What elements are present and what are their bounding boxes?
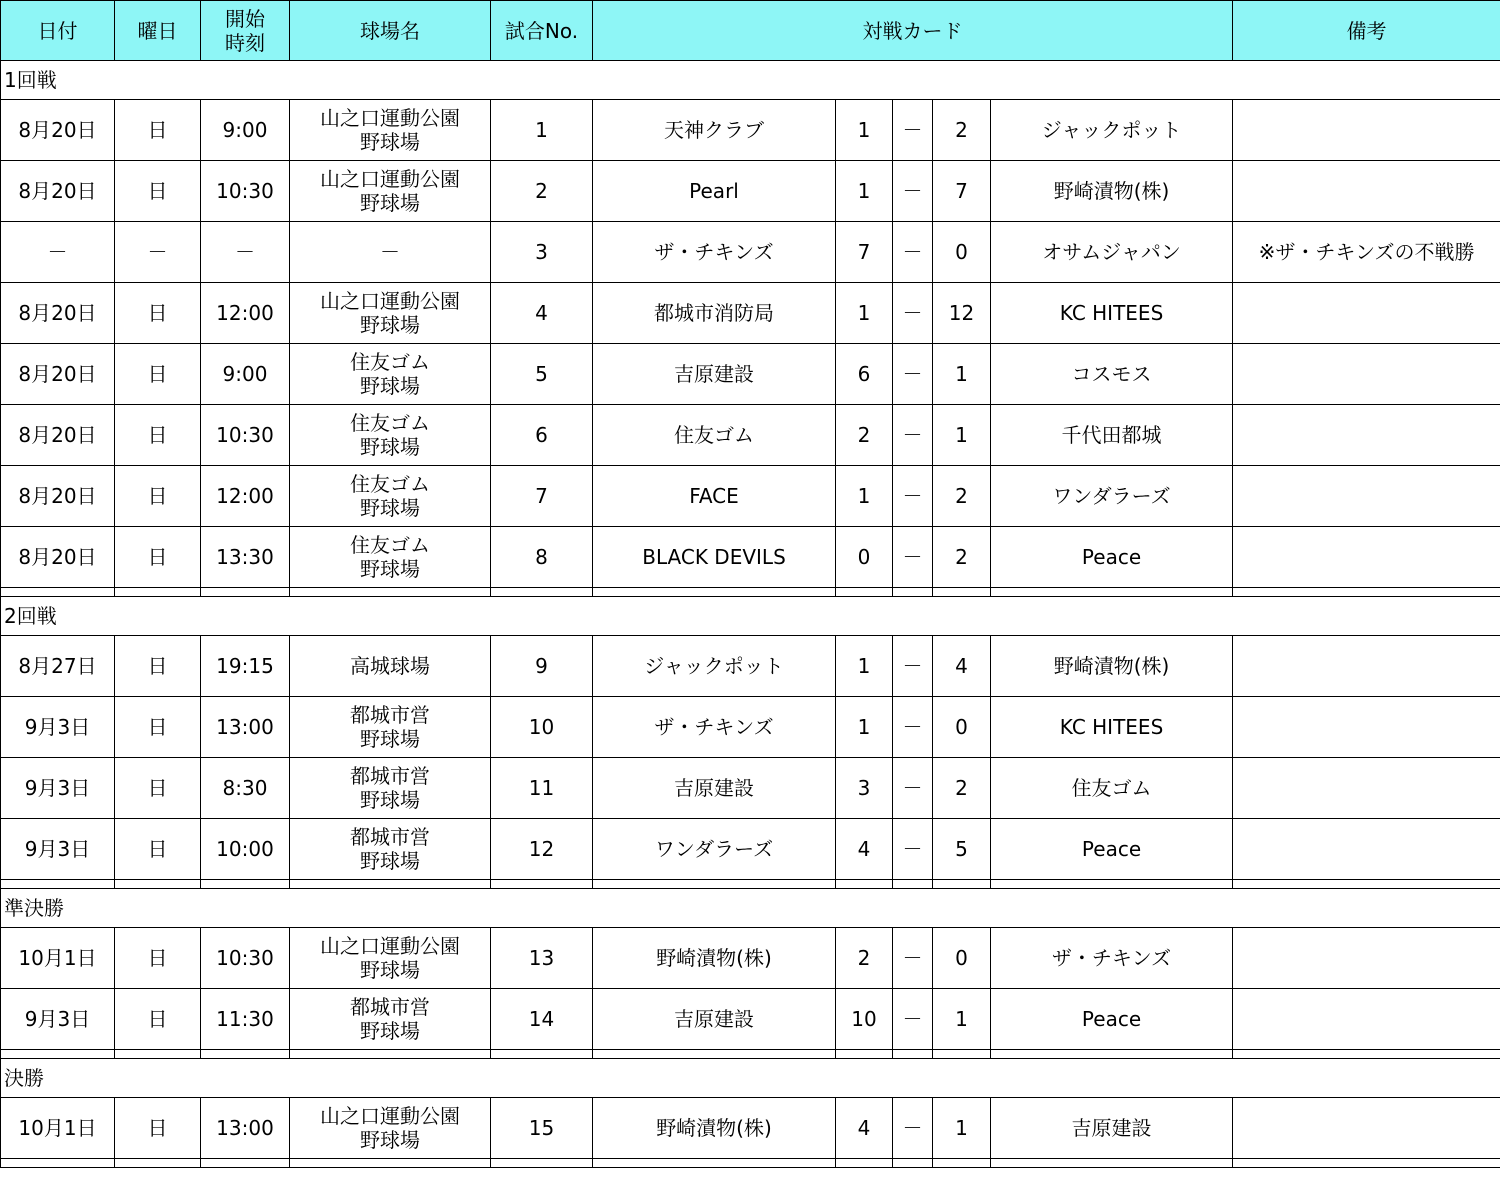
- match-date: 10月1日: [1, 928, 115, 989]
- match-game-no: 6: [491, 405, 593, 466]
- match-score2: 0: [933, 928, 991, 989]
- venue-line1: 住友ゴム: [350, 350, 430, 374]
- match-date: 8月20日: [1, 344, 115, 405]
- match-dash: －: [893, 819, 933, 880]
- match-row: [1, 283, 1500, 344]
- match-score1: 4: [836, 819, 893, 880]
- match-note: [1233, 405, 1500, 466]
- header-venue: 球場名: [290, 1, 491, 61]
- venue-line2: 野球場: [360, 374, 420, 398]
- match-score1: 4: [836, 1098, 893, 1159]
- venue-line2: 野球場: [360, 788, 420, 812]
- match-day: 日: [115, 928, 201, 989]
- match-team1: 都城市消防局: [593, 283, 836, 344]
- match-team2: KC HITEES: [991, 697, 1233, 758]
- match-dash: －: [893, 283, 933, 344]
- match-game-no: 15: [491, 1098, 593, 1159]
- match-team2: 野崎漬物(株): [991, 161, 1233, 222]
- spacer-cell: [491, 588, 593, 597]
- match-score1: 0: [836, 527, 893, 588]
- match-team1: FACE: [593, 466, 836, 527]
- match-note: [1233, 819, 1500, 880]
- match-game-no: 13: [491, 928, 593, 989]
- venue-line2: 野球場: [360, 130, 420, 154]
- spacer-cell: [1233, 880, 1500, 889]
- match-score1: 1: [836, 636, 893, 697]
- section-row: [1, 1059, 1500, 1098]
- match-venue: [290, 344, 491, 405]
- match-venue: [290, 989, 491, 1050]
- match-team1: 吉原建設: [593, 989, 836, 1050]
- match-row: [1, 100, 1500, 161]
- match-score2: 1: [933, 344, 991, 405]
- match-day: 日: [115, 758, 201, 819]
- match-time: 11:30: [201, 989, 290, 1050]
- venue-line1: 山之口運動公園: [320, 1104, 460, 1128]
- match-score2: 2: [933, 758, 991, 819]
- match-venue: [290, 527, 491, 588]
- match-team2: ザ・チキンズ: [991, 928, 1233, 989]
- match-venue: [290, 758, 491, 819]
- match-day: 日: [115, 527, 201, 588]
- spacer-cell: [491, 1050, 593, 1059]
- match-time: 13:30: [201, 527, 290, 588]
- match-time: 8:30: [201, 758, 290, 819]
- match-score1: 1: [836, 283, 893, 344]
- venue-line1: 高城球場: [350, 654, 430, 678]
- match-team1: 野崎漬物(株): [593, 928, 836, 989]
- match-note: [1233, 161, 1500, 222]
- match-team1: 吉原建設: [593, 344, 836, 405]
- match-dash: －: [893, 405, 933, 466]
- match-note: [1233, 283, 1500, 344]
- match-team1: Pearl: [593, 161, 836, 222]
- match-note: [1233, 100, 1500, 161]
- match-date: 9月3日: [1, 758, 115, 819]
- match-score2: 12: [933, 283, 991, 344]
- match-row: [1, 161, 1500, 222]
- match-game-no: 14: [491, 989, 593, 1050]
- match-dash: －: [893, 344, 933, 405]
- match-score2: 0: [933, 222, 991, 283]
- section-title: 1回戦: [1, 61, 1500, 100]
- match-score2: 2: [933, 466, 991, 527]
- spacer-cell: [115, 880, 201, 889]
- venue-line2: 野球場: [360, 958, 420, 982]
- spacer-cell: [933, 1050, 991, 1059]
- match-date: 9月3日: [1, 989, 115, 1050]
- match-dash: －: [893, 100, 933, 161]
- match-time: 9:00: [201, 100, 290, 161]
- match-venue: [290, 405, 491, 466]
- match-day: 日: [115, 1098, 201, 1159]
- match-note: [1233, 989, 1500, 1050]
- match-game-no: 2: [491, 161, 593, 222]
- match-day: 日: [115, 989, 201, 1050]
- header-start-line1: 開始: [225, 6, 265, 31]
- match-team2: 吉原建設: [991, 1098, 1233, 1159]
- match-time: 13:00: [201, 697, 290, 758]
- section-row: [1, 61, 1500, 100]
- match-time: －: [201, 222, 290, 283]
- match-note: [1233, 758, 1500, 819]
- match-team2: 野崎漬物(株): [991, 636, 1233, 697]
- match-team2: Peace: [991, 527, 1233, 588]
- match-team1: 野崎漬物(株): [593, 1098, 836, 1159]
- venue-line1: 都城市営: [350, 764, 430, 788]
- match-date: 8月20日: [1, 527, 115, 588]
- venue-line1: 山之口運動公園: [320, 934, 460, 958]
- match-time: 10:30: [201, 161, 290, 222]
- match-venue: [290, 636, 491, 697]
- match-score2: 1: [933, 1098, 991, 1159]
- match-time: 10:30: [201, 928, 290, 989]
- match-day: 日: [115, 697, 201, 758]
- match-venue: [290, 222, 491, 283]
- match-note: [1233, 928, 1500, 989]
- match-note: [1233, 344, 1500, 405]
- spacer-row: [1, 1159, 1500, 1168]
- match-venue: [290, 819, 491, 880]
- match-row: [1, 928, 1500, 989]
- match-row: [1, 819, 1500, 880]
- match-row: [1, 1098, 1500, 1159]
- spacer-cell: [933, 880, 991, 889]
- match-date: 8月27日: [1, 636, 115, 697]
- match-date: 9月3日: [1, 819, 115, 880]
- spacer-cell: [991, 1159, 1233, 1168]
- match-dash: －: [893, 636, 933, 697]
- match-team1: ワンダラーズ: [593, 819, 836, 880]
- match-score1: 2: [836, 928, 893, 989]
- match-team1: 吉原建設: [593, 758, 836, 819]
- match-row: [1, 758, 1500, 819]
- match-team2: 千代田都城: [991, 405, 1233, 466]
- venue-line2: 野球場: [360, 1128, 420, 1152]
- match-game-no: 5: [491, 344, 593, 405]
- match-row: [1, 405, 1500, 466]
- venue-line1: 山之口運動公園: [320, 106, 460, 130]
- spacer-cell: [893, 880, 933, 889]
- match-dash: －: [893, 222, 933, 283]
- match-dash: －: [893, 1098, 933, 1159]
- header-day: 曜日: [115, 1, 201, 61]
- match-row: [1, 466, 1500, 527]
- match-score2: 4: [933, 636, 991, 697]
- match-venue: [290, 161, 491, 222]
- match-team2: Peace: [991, 989, 1233, 1050]
- match-score2: 7: [933, 161, 991, 222]
- section-row: [1, 597, 1500, 636]
- match-score2: 1: [933, 989, 991, 1050]
- spacer-cell: [991, 588, 1233, 597]
- match-score1: 1: [836, 100, 893, 161]
- match-date: 10月1日: [1, 1098, 115, 1159]
- match-score1: 7: [836, 222, 893, 283]
- match-score1: 1: [836, 161, 893, 222]
- match-date: 8月20日: [1, 161, 115, 222]
- spacer-cell: [115, 588, 201, 597]
- match-time: 10:00: [201, 819, 290, 880]
- spacer-cell: [933, 588, 991, 597]
- schedule-body: [1, 61, 1500, 1168]
- match-time: 12:00: [201, 466, 290, 527]
- spacer-cell: [290, 880, 491, 889]
- match-time: 9:00: [201, 344, 290, 405]
- spacer-cell: [1, 1159, 115, 1168]
- header-date: 日付: [1, 1, 115, 61]
- header-row: [1, 1, 1500, 61]
- venue-line2: 野球場: [360, 191, 420, 215]
- match-venue: [290, 697, 491, 758]
- venue-line1: －: [380, 240, 400, 264]
- spacer-row: [1, 1050, 1500, 1059]
- header-game-no: 試合No.: [491, 1, 593, 61]
- spacer-row: [1, 880, 1500, 889]
- match-venue: [290, 466, 491, 527]
- venue-line1: 住友ゴム: [350, 411, 430, 435]
- venue-line2: 野球場: [360, 849, 420, 873]
- match-time: 19:15: [201, 636, 290, 697]
- spacer-cell: [836, 1050, 893, 1059]
- spacer-cell: [1233, 1050, 1500, 1059]
- match-team2: 住友ゴム: [991, 758, 1233, 819]
- venue-line1: 都城市営: [350, 995, 430, 1019]
- match-date: －: [1, 222, 115, 283]
- spacer-cell: [115, 1159, 201, 1168]
- spacer-cell: [290, 588, 491, 597]
- match-note: [1233, 636, 1500, 697]
- match-game-no: 7: [491, 466, 593, 527]
- venue-line1: 住友ゴム: [350, 533, 430, 557]
- match-team1: 天神クラブ: [593, 100, 836, 161]
- match-day: 日: [115, 344, 201, 405]
- match-score1: 2: [836, 405, 893, 466]
- match-score2: 0: [933, 697, 991, 758]
- match-team1: BLACK DEVILS: [593, 527, 836, 588]
- match-day: 日: [115, 405, 201, 466]
- match-note: [1233, 527, 1500, 588]
- match-team2: ジャックポット: [991, 100, 1233, 161]
- match-score2: 2: [933, 100, 991, 161]
- match-venue: [290, 928, 491, 989]
- spacer-cell: [1233, 588, 1500, 597]
- spacer-cell: [836, 880, 893, 889]
- match-game-no: 9: [491, 636, 593, 697]
- spacer-cell: [593, 880, 836, 889]
- venue-line2: 野球場: [360, 435, 420, 459]
- match-day: 日: [115, 100, 201, 161]
- match-score1: 6: [836, 344, 893, 405]
- match-score1: 10: [836, 989, 893, 1050]
- match-day: 日: [115, 636, 201, 697]
- match-team1: ザ・チキンズ: [593, 697, 836, 758]
- venue-line1: 山之口運動公園: [320, 289, 460, 313]
- venue-line2: 野球場: [360, 1019, 420, 1043]
- match-dash: －: [893, 527, 933, 588]
- spacer-cell: [991, 1050, 1233, 1059]
- match-dash: －: [893, 758, 933, 819]
- header-start-line2: 時刻: [225, 30, 265, 55]
- spacer-row: [1, 588, 1500, 597]
- spacer-cell: [201, 588, 290, 597]
- match-team1: 住友ゴム: [593, 405, 836, 466]
- match-score2: 1: [933, 405, 991, 466]
- spacer-cell: [491, 880, 593, 889]
- section-title: 2回戦: [1, 597, 1500, 636]
- match-date: 9月3日: [1, 697, 115, 758]
- header-remarks: 備考: [1233, 1, 1500, 61]
- spacer-cell: [201, 1159, 290, 1168]
- spacer-cell: [893, 1050, 933, 1059]
- spacer-cell: [893, 1159, 933, 1168]
- match-game-no: 10: [491, 697, 593, 758]
- spacer-cell: [836, 588, 893, 597]
- spacer-cell: [593, 1050, 836, 1059]
- spacer-cell: [1, 880, 115, 889]
- match-team1: ザ・チキンズ: [593, 222, 836, 283]
- match-team2: ワンダラーズ: [991, 466, 1233, 527]
- match-team2: オサムジャパン: [991, 222, 1233, 283]
- match-game-no: 11: [491, 758, 593, 819]
- match-row: [1, 989, 1500, 1050]
- match-game-no: 3: [491, 222, 593, 283]
- match-row: [1, 344, 1500, 405]
- match-note: [1233, 1098, 1500, 1159]
- match-venue: [290, 1098, 491, 1159]
- spacer-cell: [933, 1159, 991, 1168]
- spacer-cell: [836, 1159, 893, 1168]
- match-time: 12:00: [201, 283, 290, 344]
- match-date: 8月20日: [1, 466, 115, 527]
- match-time: 10:30: [201, 405, 290, 466]
- match-day: －: [115, 222, 201, 283]
- match-day: 日: [115, 819, 201, 880]
- match-dash: －: [893, 466, 933, 527]
- header-matchup: 対戦カード: [593, 1, 1233, 61]
- venue-line2: 野球場: [360, 557, 420, 581]
- match-date: 8月20日: [1, 283, 115, 344]
- section-row: [1, 889, 1500, 928]
- match-day: 日: [115, 466, 201, 527]
- spacer-cell: [893, 588, 933, 597]
- match-row: [1, 222, 1500, 283]
- match-time: 13:00: [201, 1098, 290, 1159]
- match-row: [1, 636, 1500, 697]
- spacer-cell: [1233, 1159, 1500, 1168]
- match-row: [1, 697, 1500, 758]
- match-score2: 5: [933, 819, 991, 880]
- match-dash: －: [893, 161, 933, 222]
- match-note: [1233, 697, 1500, 758]
- match-date: 8月20日: [1, 100, 115, 161]
- match-dash: －: [893, 989, 933, 1050]
- header-start-time: [201, 1, 290, 61]
- match-score1: 1: [836, 466, 893, 527]
- match-game-no: 4: [491, 283, 593, 344]
- venue-line2: 野球場: [360, 313, 420, 337]
- match-day: 日: [115, 283, 201, 344]
- spacer-cell: [593, 588, 836, 597]
- match-game-no: 12: [491, 819, 593, 880]
- match-note: ※ザ・チキンズの不戦勝: [1233, 222, 1500, 283]
- spacer-cell: [290, 1050, 491, 1059]
- venue-line2: 野球場: [360, 496, 420, 520]
- venue-line1: 都城市営: [350, 825, 430, 849]
- match-row: [1, 527, 1500, 588]
- match-dash: －: [893, 928, 933, 989]
- venue-line1: 山之口運動公園: [320, 167, 460, 191]
- match-dash: －: [893, 697, 933, 758]
- match-team1: ジャックポット: [593, 636, 836, 697]
- section-title: 準決勝: [1, 889, 1500, 928]
- venue-line1: 住友ゴム: [350, 472, 430, 496]
- venue-line1: 都城市営: [350, 703, 430, 727]
- match-team2: KC HITEES: [991, 283, 1233, 344]
- match-date: 8月20日: [1, 405, 115, 466]
- section-title: 決勝: [1, 1059, 1500, 1098]
- match-day: 日: [115, 161, 201, 222]
- spacer-cell: [991, 880, 1233, 889]
- spacer-cell: [1, 588, 115, 597]
- match-team2: Peace: [991, 819, 1233, 880]
- spacer-cell: [593, 1159, 836, 1168]
- match-score2: 2: [933, 527, 991, 588]
- spacer-cell: [491, 1159, 593, 1168]
- match-score1: 3: [836, 758, 893, 819]
- match-game-no: 8: [491, 527, 593, 588]
- match-venue: [290, 100, 491, 161]
- match-game-no: 1: [491, 100, 593, 161]
- spacer-cell: [201, 880, 290, 889]
- spacer-cell: [115, 1050, 201, 1059]
- match-venue: [290, 283, 491, 344]
- match-note: [1233, 466, 1500, 527]
- match-score1: 1: [836, 697, 893, 758]
- spacer-cell: [201, 1050, 290, 1059]
- match-team2: コスモス: [991, 344, 1233, 405]
- venue-line2: 野球場: [360, 727, 420, 751]
- spacer-cell: [290, 1159, 491, 1168]
- spacer-cell: [1, 1050, 115, 1059]
